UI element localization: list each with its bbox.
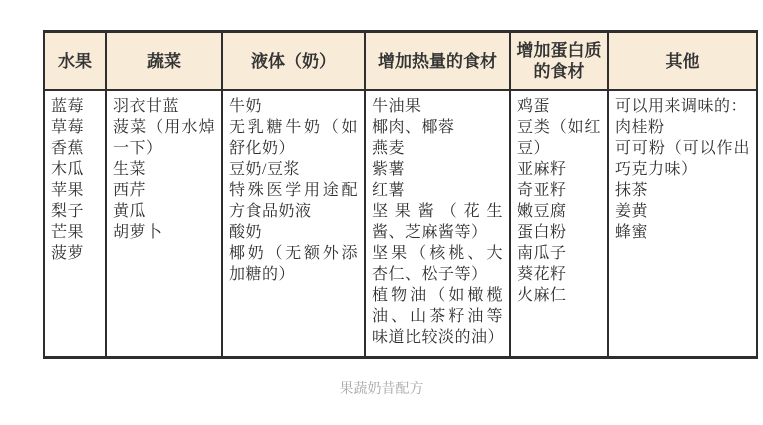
ingredient-item: 特殊医学用途配方食品奶液 — [229, 182, 358, 220]
ingredient-item: 紫薯 — [372, 161, 406, 178]
ingredient-item: 蓝莓 — [51, 98, 85, 115]
ingredient-item: 火麻仁 — [517, 287, 567, 304]
smoothie-recipe-table — [43, 30, 758, 359]
ingredient-item: 南瓜子 — [517, 245, 567, 262]
column-header-2: 液体（奶） — [222, 32, 365, 91]
ingredient-item: 鸡蛋 — [517, 98, 551, 115]
ingredient-item: 蜂蜜 — [615, 224, 649, 241]
ingredient-item: 亚麻籽 — [517, 161, 567, 178]
ingredient-item: 牛奶 — [229, 98, 263, 115]
ingredient-item: 可可粉（可以作出巧克力味） — [615, 140, 750, 178]
column-header-3: 增加热量的食材 — [365, 32, 510, 91]
ingredient-item: 香蕉 — [51, 140, 85, 157]
column-cell-1 — [106, 90, 222, 358]
ingredient-item: 坚果酱（花生酱、芝麻酱等） — [372, 203, 503, 241]
ingredient-item: 生菜 — [113, 161, 147, 178]
ingredient-item: 牛油果 — [372, 98, 422, 115]
column-header-5: 其他 — [608, 32, 757, 91]
column-cell-2 — [222, 90, 365, 358]
ingredient-item: 豆奶/豆浆 — [229, 161, 300, 178]
ingredient-item: 葵花籽 — [517, 266, 567, 283]
ingredient-item: 黄瓜 — [113, 203, 147, 220]
ingredient-item: 芒果 — [51, 224, 85, 241]
ingredient-item: 嫩豆腐 — [517, 203, 567, 220]
table-header-row — [44, 32, 757, 91]
ingredient-item: 菠萝 — [51, 245, 85, 262]
ingredient-item: 胡萝卜 — [113, 224, 163, 241]
ingredient-item: 梨子 — [51, 203, 85, 220]
ingredient-item: 蛋白粉 — [517, 224, 567, 241]
table-head — [44, 32, 757, 91]
ingredient-item: 肉桂粉 — [615, 119, 665, 136]
ingredient-item: 红薯 — [372, 182, 406, 199]
table-caption: 果蔬奶昔配方 — [339, 380, 424, 396]
column-header-4: 增加蛋白质的食材 — [510, 32, 608, 91]
column-cell-0 — [44, 90, 106, 358]
ingredient-item: 木瓜 — [51, 161, 85, 178]
ingredient-item: 坚果（核桃、大杏仁、松子等） — [372, 245, 503, 283]
table-body-row — [44, 90, 757, 358]
ingredient-item: 菠菜（用水焯一下） — [113, 119, 215, 157]
ingredient-item: 苹果 — [51, 182, 85, 199]
ingredient-item: 豆类（如红豆） — [517, 119, 601, 157]
column-cell-5 — [608, 90, 757, 358]
ingredient-item: 抹茶 — [615, 182, 649, 199]
column-header-0: 水果 — [44, 32, 106, 91]
ingredient-item: 西芹 — [113, 182, 147, 199]
ingredient-item: 羽衣甘蓝 — [113, 98, 180, 115]
ingredient-item: 椰肉、椰蓉 — [372, 119, 455, 136]
ingredient-item: 姜黄 — [615, 203, 649, 220]
column-cell-4 — [510, 90, 608, 358]
ingredient-item: 燕麦 — [372, 140, 406, 157]
ingredient-item: 植物油（如橄榄油、山茶籽油等味道比较淡的油） — [372, 287, 505, 346]
column-header-1: 蔬菜 — [106, 32, 222, 91]
ingredient-item: 无乳糖牛奶（如舒化奶） — [229, 119, 358, 157]
ingredient-item: 奇亚籽 — [517, 182, 567, 199]
column-cell-3 — [365, 90, 510, 358]
table-body — [44, 90, 757, 358]
ingredient-item: 酸奶 — [229, 224, 263, 241]
ingredient-item: 草莓 — [51, 119, 85, 136]
ingredient-item: 椰奶（无额外添加糖的） — [229, 245, 358, 283]
ingredient-item: 可以用来调味的： — [615, 98, 748, 115]
